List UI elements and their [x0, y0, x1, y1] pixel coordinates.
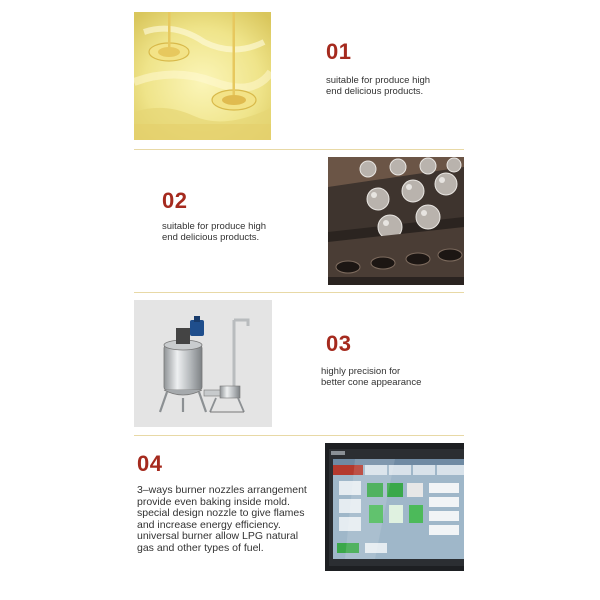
honey-drizzle-photo — [134, 12, 271, 140]
section-01-number: 01 — [326, 39, 352, 64]
section-01-description: suitable for produce high end delicious products. — [326, 75, 431, 97]
section-divider — [134, 292, 464, 293]
section-divider — [134, 149, 464, 150]
section-divider — [134, 435, 464, 436]
section-03-description: highly precision for better cone appearance — [321, 366, 422, 388]
baking-mold-photo — [328, 157, 464, 285]
touch-panel-photo — [325, 443, 464, 571]
section-02-description: suitable for produce high end delicious products. — [162, 221, 267, 243]
mixing-tank-photo — [134, 300, 272, 427]
section-02-number: 02 — [162, 188, 188, 213]
section-04-number: 04 — [137, 451, 163, 476]
section-03-number: 03 — [326, 331, 352, 356]
section-04-description: 3–ways burner nozzles arrangement provide even baking inside mold. special design nozzle to give flames and increase energy efficiency. universal burner allow LPG natural gas and other types of fuel. — [137, 484, 307, 554]
